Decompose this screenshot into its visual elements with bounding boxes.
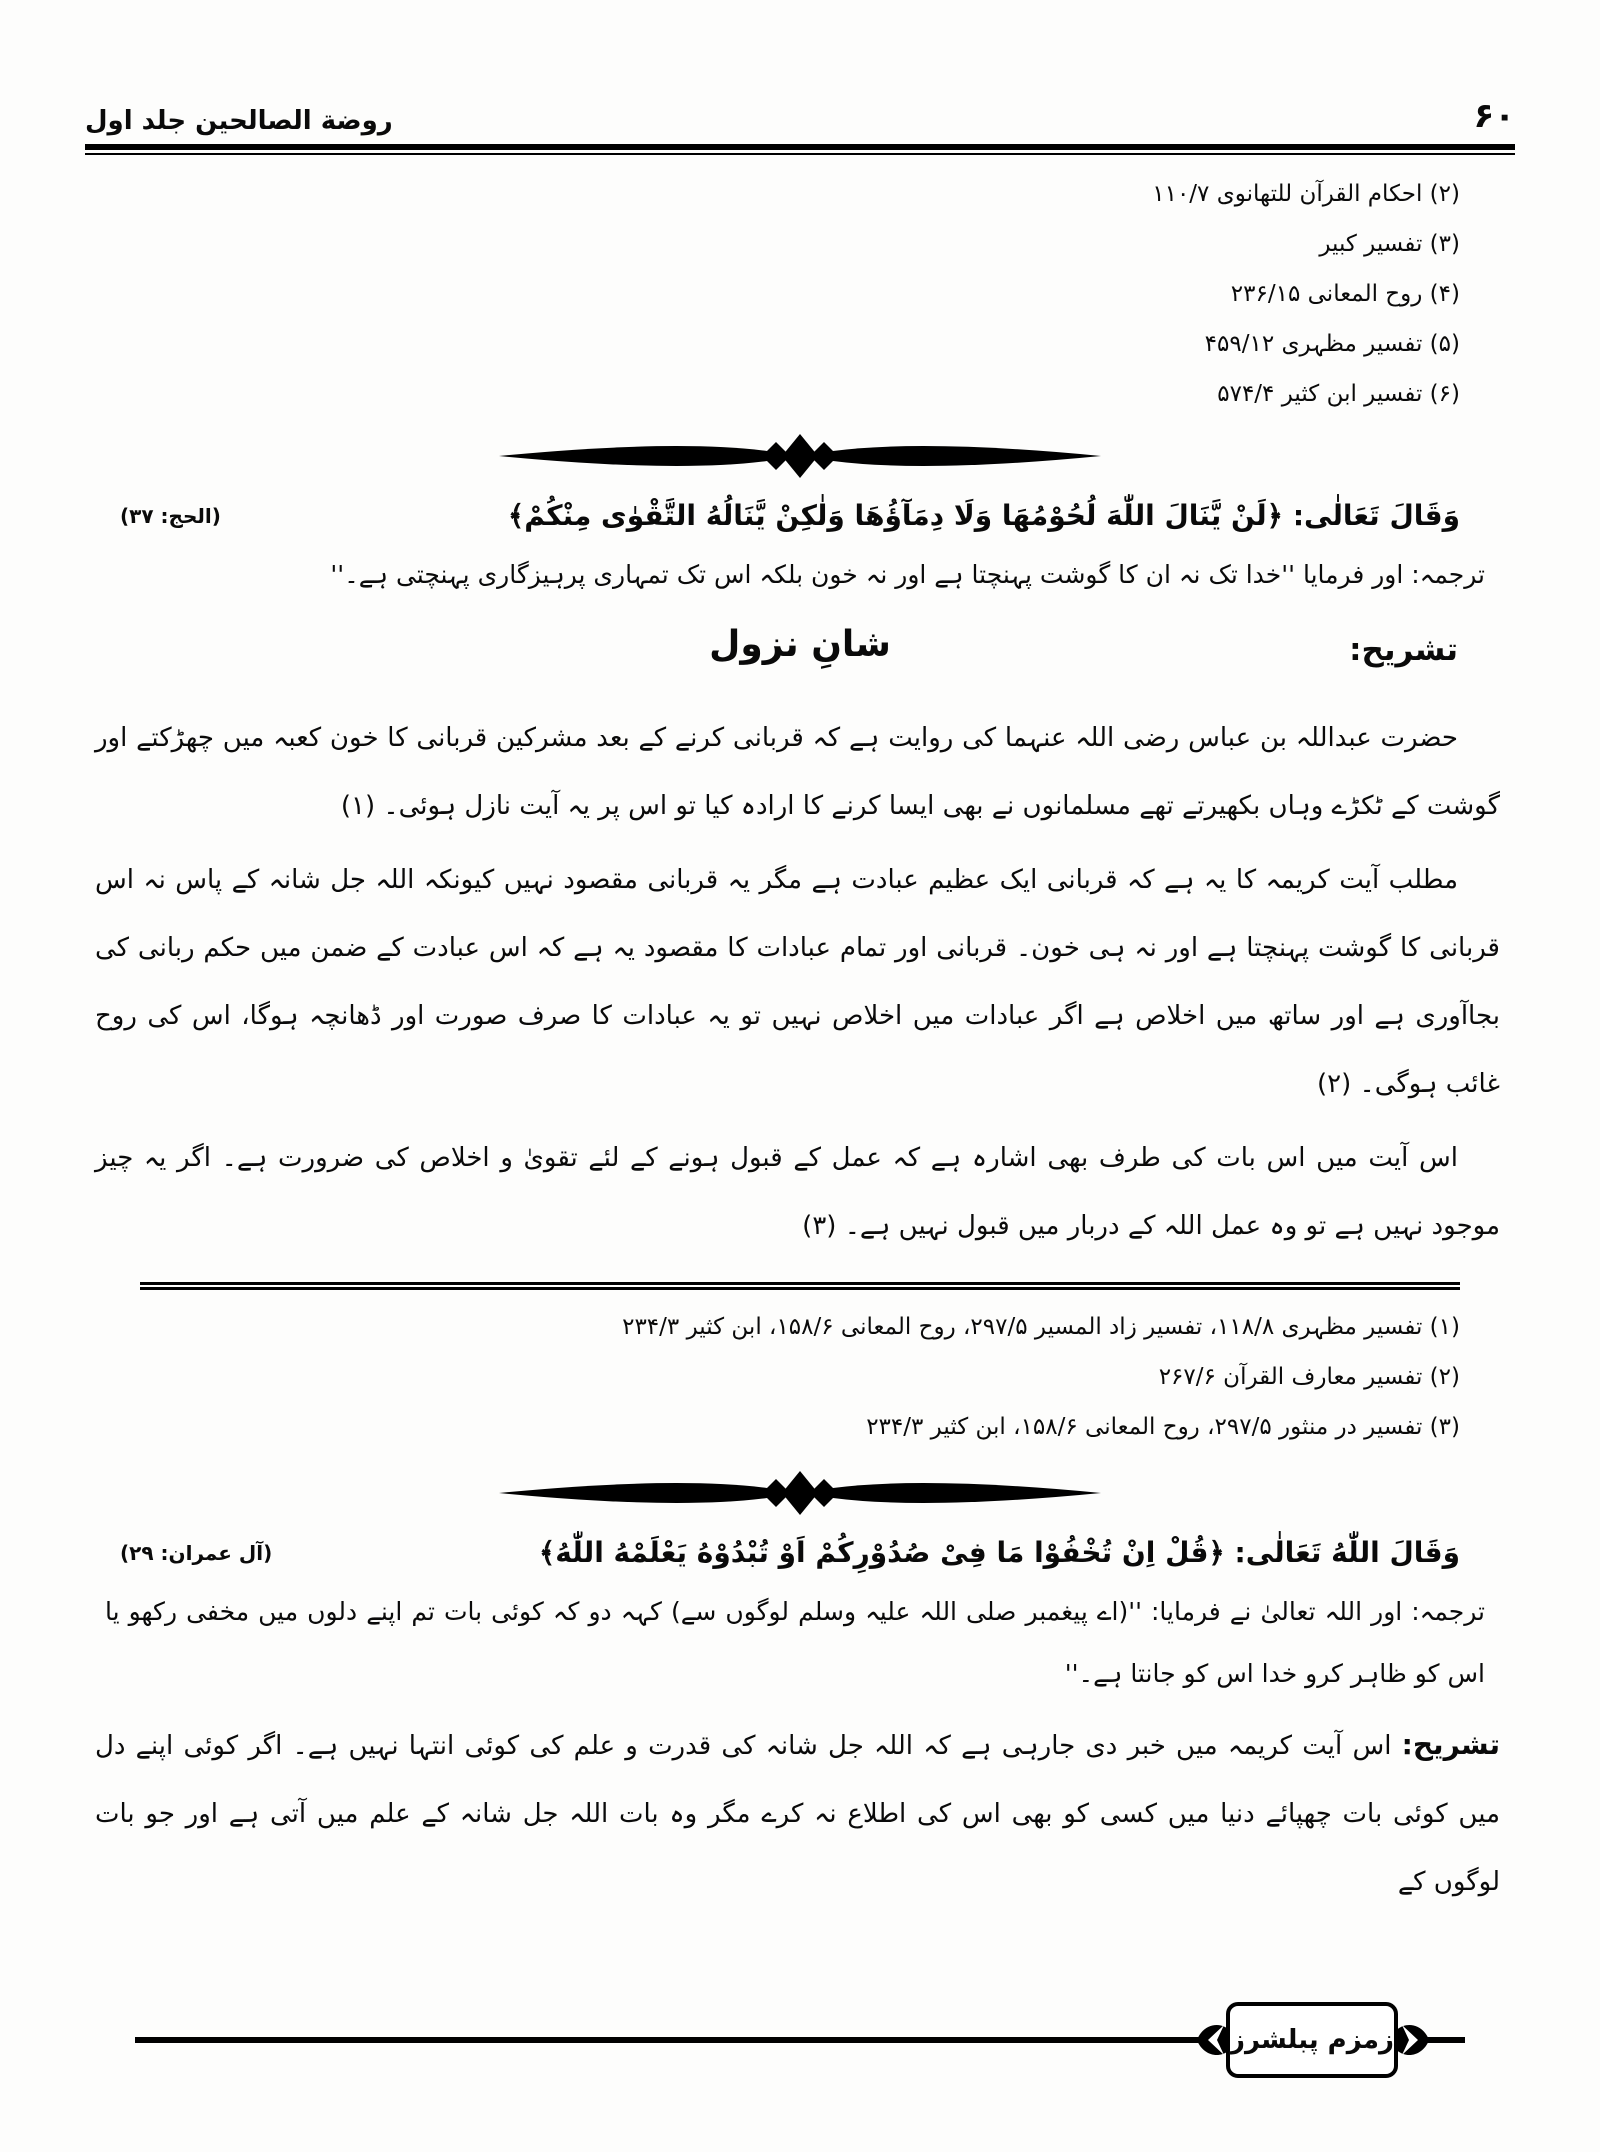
verse-translation: ترجمہ: اور فرمایا ''خدا تک نہ ان کا گوشت پہنچتا ہے اور نہ خون بلکہ اس تک تمہاری پرہیزگاری پہنچتی ہے۔''	[330, 560, 1485, 589]
header-rule-thin	[85, 153, 1515, 155]
top-footnotes	[0, 169, 1460, 419]
footnote-line: (۲) احکام القرآن للتھانوی ۱۱۰/۷	[1152, 181, 1460, 207]
page-number: ۶۰	[1473, 96, 1515, 136]
quran-verse-row	[120, 499, 1460, 532]
header-rule-thick	[85, 144, 1515, 150]
footnote-line: (۱) تفسیر مظہری ۱۱۸/۸، تفسیر زاد المسیر ۲۹۷/۵، روح المعانی ۱۵۸/۶، ابن کثیر ۲۳۴/۳	[622, 1314, 1460, 1340]
publisher-name: زمزم پبلشرز	[1230, 2025, 1394, 2055]
verse-translation: ترجمہ: اور اللہ تعالیٰ نے فرمایا: ''(اے پیغمبر صلی اللہ علیہ وسلم لوگوں سے) کہہ دو کہ کوئی بات تم اپنے دلوں میں مخفی رکھو یا اس کو ظاہر کرو خدا اس کو جانتا ہے۔''	[105, 1597, 1485, 1688]
footnote-separator-thin	[140, 1287, 1460, 1290]
bottom-footnotes	[0, 1302, 1460, 1452]
quran-verse-text: وَقَالَ تَعَالٰی: ﴿لَنْ یَّنَالَ اللّٰهَ لُحُوْمُهَا وَلَا دِمَآؤُهَا وَلٰکِنْ یَّنَالُهُ التَّقْوٰی مِنْکُمْ﴾	[507, 499, 1460, 532]
verse-reference: (الحج: ۳۷)	[120, 503, 221, 528]
footnote-line: (۴) روح المعانی ۲۳۶/۱۵	[1230, 281, 1460, 307]
quran-verse-text: وَقَالَ اللّٰهُ تَعَالٰی: ﴿قُلْ اِنْ تُخْفُوْا مَا فِیْ صُدُوْرِکُمْ اَوْ تُبْدُوْهُ یَعْلَمْهُ اللّٰهُ﴾	[538, 1536, 1460, 1569]
ornamental-divider-icon	[495, 1470, 1105, 1516]
book-title: روضة الصالحین جلد اول	[85, 106, 393, 136]
commentary-paragraph: اس آیت میں اس بات کی طرف بھی اشارہ ہے کہ عمل کے قبول ہونے کے لئے تقویٰ و اخلاص کی ضرورت ہے۔ اگر یہ چیز موجود نہیں ہے تو وہ عمل اللہ کے دربار میں قبول نہیں ہے۔ (۳)	[95, 1143, 1500, 1241]
footnote-separator-thick	[140, 1282, 1460, 1285]
tashreeh-heading: تشریح:	[1349, 632, 1458, 668]
commentary-heading-row	[100, 614, 1500, 698]
page-header	[85, 96, 1515, 136]
footnote-line: (۳) تفسیر کبیر	[1319, 231, 1460, 257]
footnote-line: (۲) تفسیر معارف القرآن ۲۶۷/۶	[1158, 1364, 1460, 1390]
footnote-line: (۵) تفسیر مظہری ۴۵۹/۱۲	[1204, 331, 1460, 357]
footnote-line: (۳) تفسیر در منثور ۲۹۷/۵، روح المعانی ۱۵۸/۶، ابن کثیر ۲۳۴/۳	[866, 1414, 1460, 1440]
commentary-text: اس آیت کریمہ میں خبر دی جارہی ہے کہ اللہ جل شانہ کی قدرت و علم کی کوئی انتہا نہیں ہے۔ اگر کوئی اپنے دل میں کوئی بات چھپائے دنیا میں کسی کو بھی اس کی اطلاع نہ کرے مگر وہ بات اللہ جل شانہ کے علم میں آتی ہے اور جو بات لوگوں کے	[95, 1731, 1500, 1897]
footnote-line: (۶) تفسیر ابن کثیر ۵۷۴/۴	[1217, 381, 1460, 407]
tashreeh-heading: تشریح:	[1401, 1728, 1500, 1761]
verse-reference: (آل عمران: ۲۹)	[120, 1540, 273, 1565]
ornamental-divider-icon	[495, 433, 1105, 479]
commentary-paragraph: حضرت عبداللہ بن عباس رضی اللہ عنہما کی روایت ہے کہ قربانی کرنے کے بعد مشرکین قربانی کا خون کعبہ میں چھڑکتے اور گوشت کے ٹکڑے وہاں بکھیرتے تھے مسلمانوں نے بھی ایسا کرنے کا ارادہ کیا تو اس پر یہ آیت نازل ہوئی۔ (۱)	[95, 723, 1500, 821]
shan-e-nuzool-title: شانِ نزول	[709, 624, 891, 665]
commentary-paragraph	[95, 1711, 1500, 1916]
commentary-paragraph: مطلب آیت کریمہ کا یہ ہے کہ قربانی ایک عظیم عبادت ہے مگر یہ قربانی مقصود نہیں کیونکہ اللہ جل شانہ کے پاس نہ اس قربانی کا گوشت پہنچتا ہے اور نہ ہی خون۔ قربانی اور تمام عبادات کا مقصود یہ ہے کہ اس عبادت کے ضمن میں حکم ربانی کی بجاآوری ہے اور ساتھ میں اخلاص ہے اگر عبادات میں اخلاص نہیں تو یہ عبادات کا صرف صورت اور ڈھانچہ ہوگا، اس کی روح غائب ہوگی۔ (۲)	[95, 865, 1500, 1099]
quran-verse-row	[120, 1536, 1460, 1569]
publisher-logo	[1226, 2002, 1398, 2078]
